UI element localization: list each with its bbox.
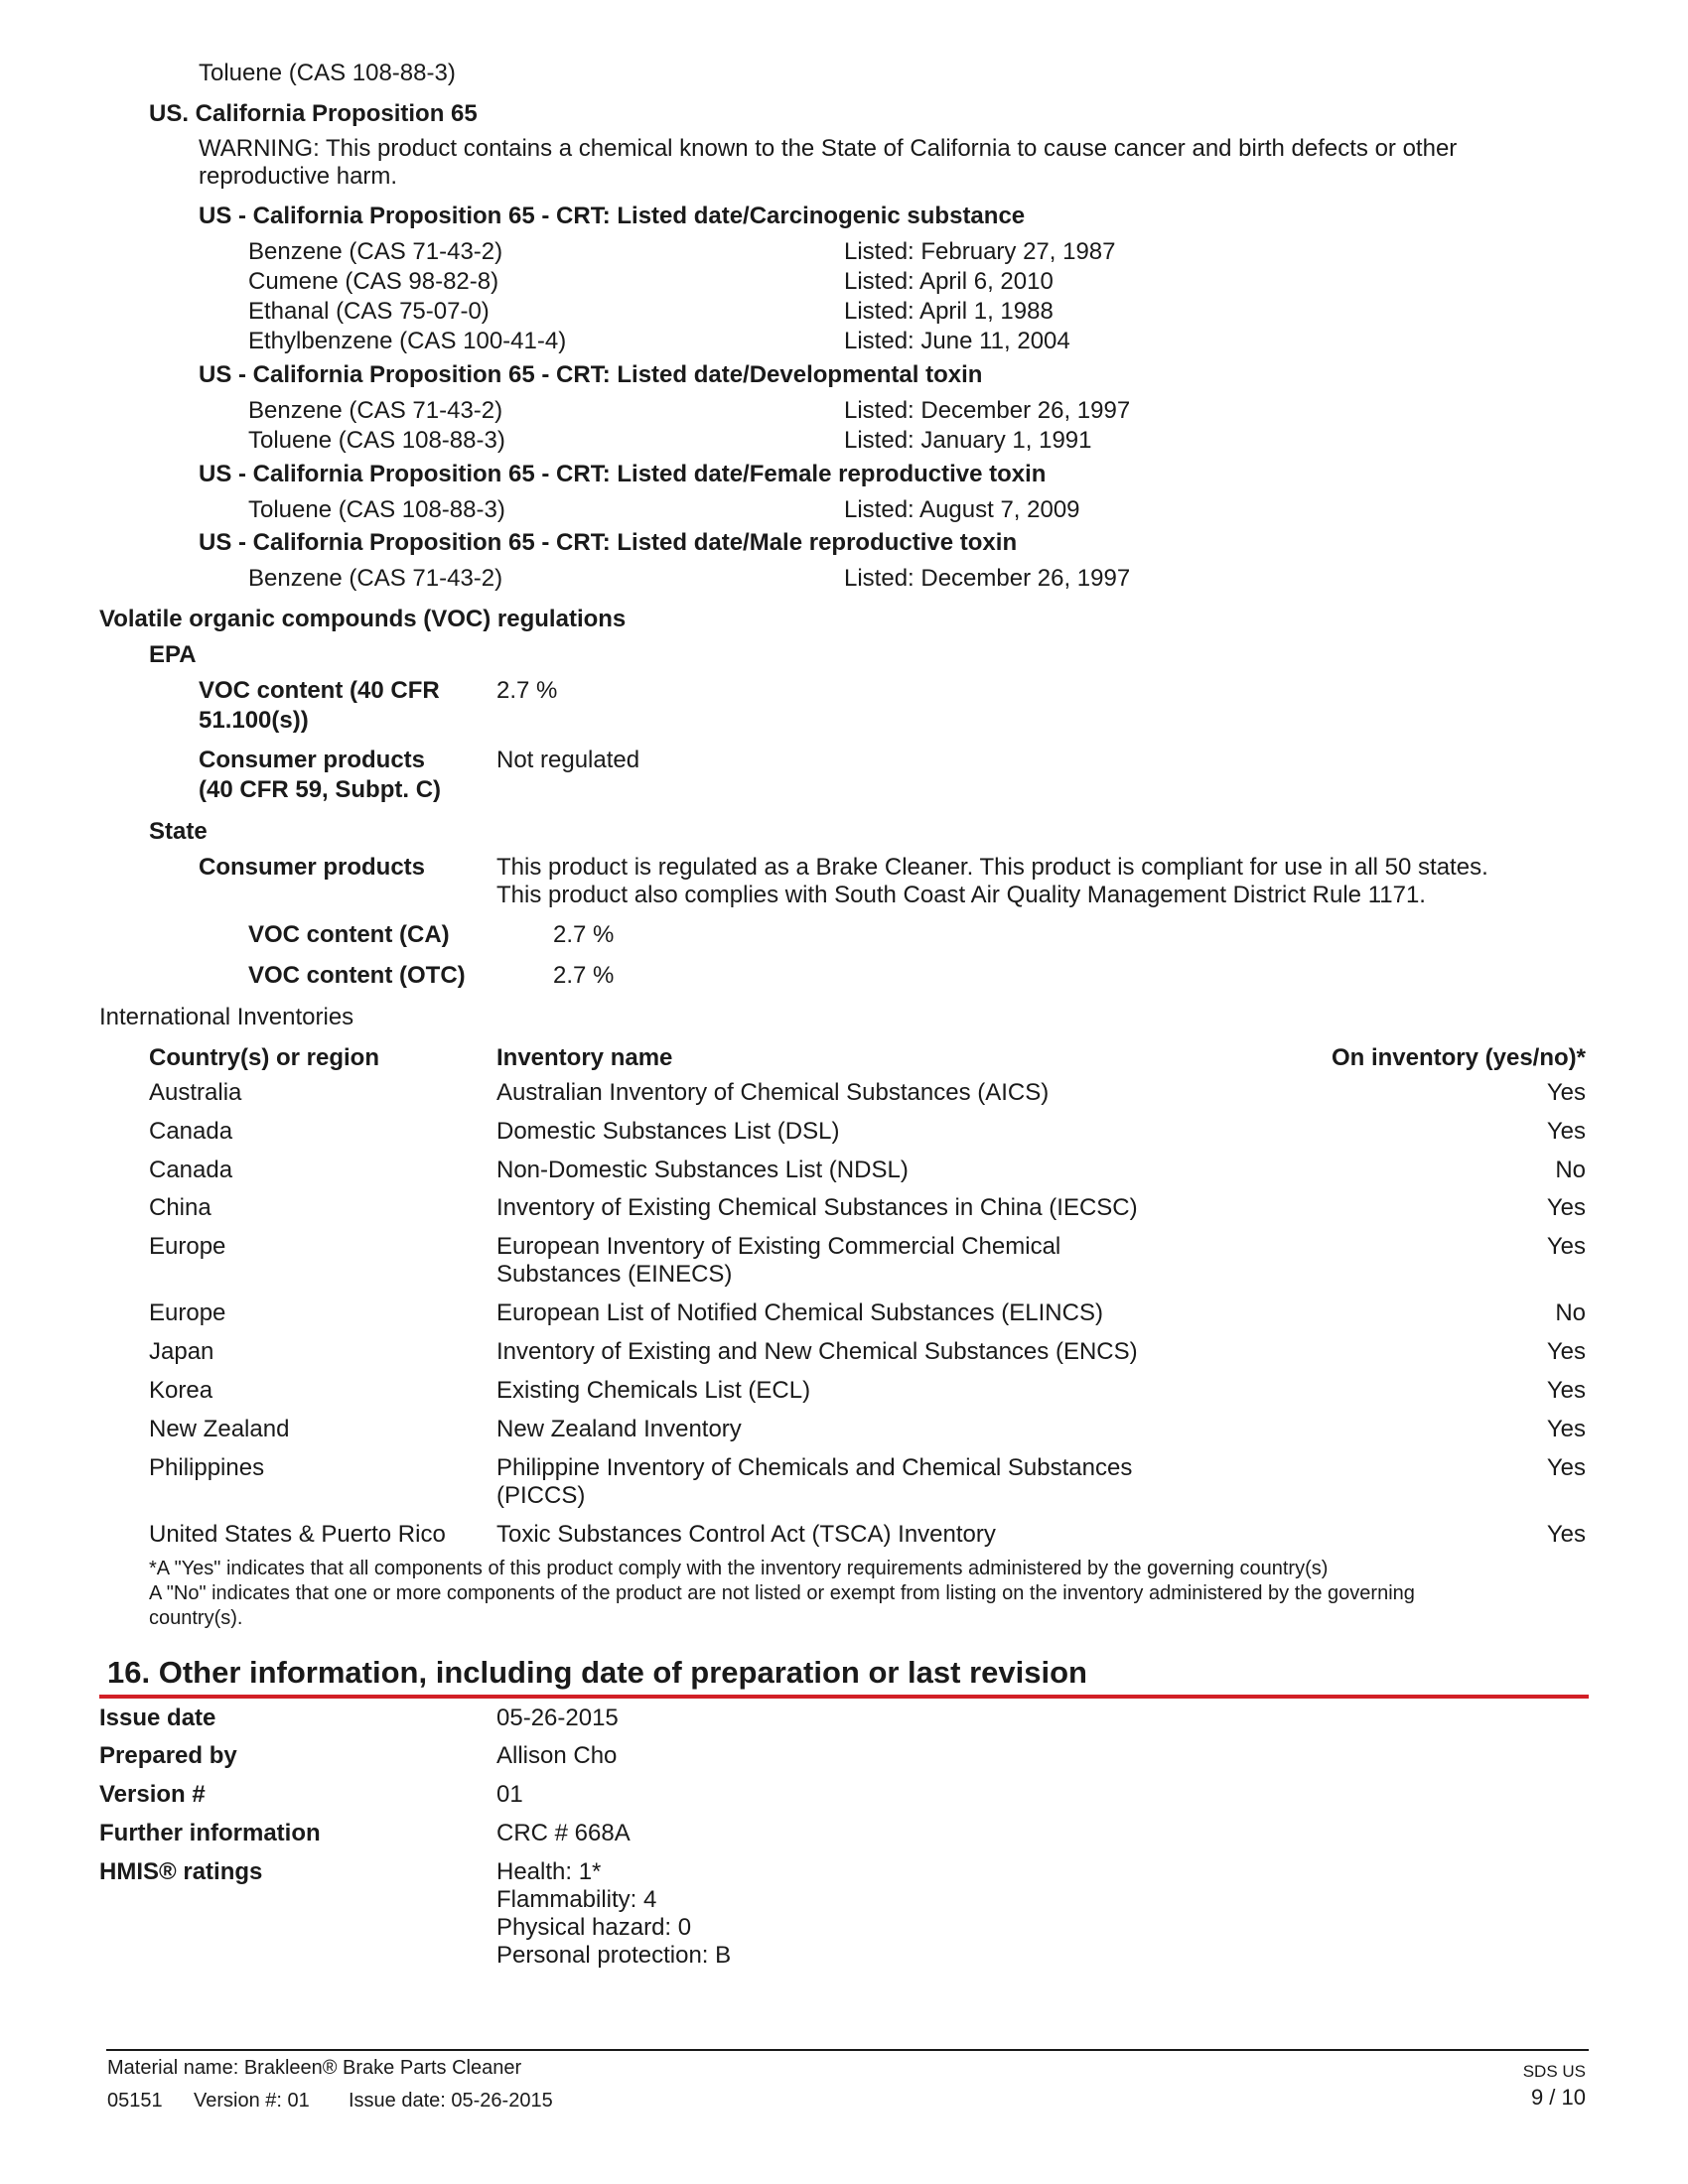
state-consumer-text-line2: This product also complies with South Coast Air Quality Management District Rule 1171. (496, 882, 1426, 908)
hmis-personal-protection: Personal protection: B (496, 1942, 732, 1969)
inventory-on: Yes (1546, 1454, 1586, 1481)
inventory-note-no: A "No" indicates that one or more components of the product are not listed or exempt from listing on the inventory administered by the governing (149, 1582, 1415, 1604)
inventory-name: Toxic Substances Control Act (TSCA) Inventory (496, 1521, 996, 1548)
prop65-listed-date: Listed: April 6, 2010 (844, 268, 1054, 295)
voc-heading: Volatile organic compounds (VOC) regulations (99, 606, 627, 632)
prop65-substance: Toluene (CAS 108-88-3) (248, 496, 505, 523)
prop65-listed-date: Listed: April 1, 1988 (844, 298, 1054, 325)
inventory-country: Australia (149, 1079, 242, 1106)
prop65-substance: Cumene (CAS 98-82-8) (248, 268, 499, 295)
version-value: 01 (496, 1781, 523, 1808)
inventory-on: Yes (1546, 1521, 1586, 1548)
inventory-on: Yes (1546, 1194, 1586, 1221)
inventory-name: Non-Domestic Substances List (NDSL) (496, 1157, 909, 1183)
consumer-products-value: Not regulated (496, 747, 640, 773)
inventory-name: Inventory of Existing and New Chemical Substances (ENCS) (496, 1338, 1138, 1365)
toluene-continued: Toluene (CAS 108-88-3) (199, 60, 456, 86)
voc-ca-label: VOC content (CA) (248, 921, 450, 948)
state-consumer-label: Consumer products (199, 854, 426, 881)
prop65-listed-date: Listed: January 1, 1991 (844, 427, 1092, 454)
footer-version: Version #: 01 (194, 2090, 310, 2112)
inventory-on: Yes (1546, 1233, 1586, 1260)
inventory-country: Canada (149, 1118, 233, 1145)
prop65-warning-line1: WARNING: This product contains a chemical known to the State of California to cause cancer and birth defects or other (199, 135, 1458, 162)
prop65-substance: Ethanal (CAS 75-07-0) (248, 298, 490, 325)
inventory-country: Europe (149, 1233, 226, 1260)
prepared-by-label: Prepared by (99, 1742, 237, 1769)
consumer-products-label: Consumer products (199, 747, 426, 773)
prop65-listed-date: Listed: June 11, 2004 (844, 328, 1070, 354)
prop65-listed-date: Listed: December 26, 1997 (844, 565, 1131, 592)
prop65-substance: Toluene (CAS 108-88-3) (248, 427, 505, 454)
inventory-name: Domestic Substances List (DSL) (496, 1118, 840, 1145)
prop65-substance: Benzene (CAS 71-43-2) (248, 397, 503, 424)
footer-issue-date: Issue date: 05-26-2015 (349, 2090, 553, 2112)
inventory-country: China (149, 1194, 211, 1221)
inventory-name: Philippine Inventory of Chemicals and Chemical Substances (496, 1454, 1133, 1481)
footer-rule (106, 2049, 1589, 2051)
voc-otc-value: 2.7 % (553, 962, 615, 989)
prop65-heading: US. California Proposition 65 (149, 100, 478, 127)
voc-content-label: VOC content (40 CFR (199, 677, 440, 704)
prop65-group-heading: US - California Proposition 65 - CRT: Listed date/Male reproductive toxin (199, 529, 1018, 556)
inventory-on: Yes (1546, 1377, 1586, 1404)
inventories-heading: International Inventories (99, 1004, 354, 1030)
consumer-products-label-cont: (40 CFR 59, Subpt. C) (199, 776, 442, 803)
inventory-on: Yes (1546, 1118, 1586, 1145)
prop65-group-heading: US - California Proposition 65 - CRT: Listed date/Carcinogenic substance (199, 203, 1026, 229)
section-divider (99, 1695, 1589, 1699)
voc-ca-value: 2.7 % (553, 921, 615, 948)
inventory-name-cont: (PICCS) (496, 1482, 586, 1509)
inventory-note-no-cont: country(s). (149, 1607, 243, 1629)
footer-material-name: Material name: Brakleen® Brake Parts Cleaner (107, 2057, 522, 2079)
footer-sds: SDS US (1522, 2062, 1586, 2081)
prop65-listed-date: Listed: December 26, 1997 (844, 397, 1131, 424)
hmis-flammability: Flammability: 4 (496, 1886, 657, 1913)
inventory-name: European Inventory of Existing Commercial Chemical (496, 1233, 1061, 1260)
prop65-listed-date: Listed: February 27, 1987 (844, 238, 1116, 265)
inventory-on: Yes (1546, 1338, 1586, 1365)
further-info-label: Further information (99, 1820, 321, 1846)
inventory-on: No (1555, 1157, 1586, 1183)
inventory-name: European List of Notified Chemical Substances (ELINCS) (496, 1299, 1103, 1326)
inventory-name: Existing Chemicals List (ECL) (496, 1377, 811, 1404)
issue-date-label: Issue date (99, 1705, 216, 1731)
inventory-on: Yes (1546, 1416, 1586, 1442)
state-label: State (149, 818, 208, 845)
hmis-physical-hazard: Physical hazard: 0 (496, 1914, 692, 1941)
inventory-country: Philippines (149, 1454, 265, 1481)
version-label: Version # (99, 1781, 206, 1808)
hmis-label: HMIS® ratings (99, 1858, 263, 1885)
voc-content-value: 2.7 % (496, 677, 558, 704)
col-header-inventory-name: Inventory name (496, 1044, 673, 1071)
inventory-country: New Zealand (149, 1416, 290, 1442)
prop65-warning-line2: reproductive harm. (199, 163, 398, 190)
prop65-substance: Ethylbenzene (CAS 100-41-4) (248, 328, 567, 354)
issue-date-value: 05-26-2015 (496, 1705, 619, 1731)
inventory-on: Yes (1546, 1079, 1586, 1106)
further-info-value: CRC # 668A (496, 1820, 631, 1846)
section-16-heading: 16. Other information, including date of preparation or last revision (107, 1655, 1087, 1690)
inventory-country: United States & Puerto Rico (149, 1521, 446, 1548)
inventory-country: Korea (149, 1377, 213, 1404)
inventory-name: Inventory of Existing Chemical Substances in China (IECSC) (496, 1194, 1138, 1221)
hmis-health: Health: 1* (496, 1858, 602, 1885)
col-header-country: Country(s) or region (149, 1044, 379, 1071)
state-consumer-text-line1: This product is regulated as a Brake Cleaner. This product is compliant for use in all 50 states. (496, 854, 1488, 881)
inventory-note-yes: *A "Yes" indicates that all components of this product comply with the inventory requirements administered by the governing country(s) (149, 1558, 1329, 1579)
prepared-by-value: Allison Cho (496, 1742, 618, 1769)
inventory-name: New Zealand Inventory (496, 1416, 742, 1442)
col-header-on-inventory: On inventory (yes/no)* (1331, 1044, 1586, 1071)
prop65-substance: Benzene (CAS 71-43-2) (248, 238, 503, 265)
inventory-country: Japan (149, 1338, 214, 1365)
footer-code: 05151 (107, 2090, 163, 2112)
prop65-group-heading: US - California Proposition 65 - CRT: Listed date/Developmental toxin (199, 361, 983, 388)
prop65-substance: Benzene (CAS 71-43-2) (248, 565, 503, 592)
inventory-country: Europe (149, 1299, 226, 1326)
voc-otc-label: VOC content (OTC) (248, 962, 466, 989)
prop65-listed-date: Listed: August 7, 2009 (844, 496, 1080, 523)
prop65-group-heading: US - California Proposition 65 - CRT: Listed date/Female reproductive toxin (199, 461, 1047, 487)
inventory-country: Canada (149, 1157, 233, 1183)
voc-content-label-cont: 51.100(s)) (199, 707, 309, 734)
inventory-on: No (1555, 1299, 1586, 1326)
epa-label: EPA (149, 641, 197, 668)
inventory-name-cont: Substances (EINECS) (496, 1261, 733, 1288)
inventory-name: Australian Inventory of Chemical Substances (AICS) (496, 1079, 1050, 1106)
footer-page-number: 9 / 10 (1530, 2085, 1586, 2110)
